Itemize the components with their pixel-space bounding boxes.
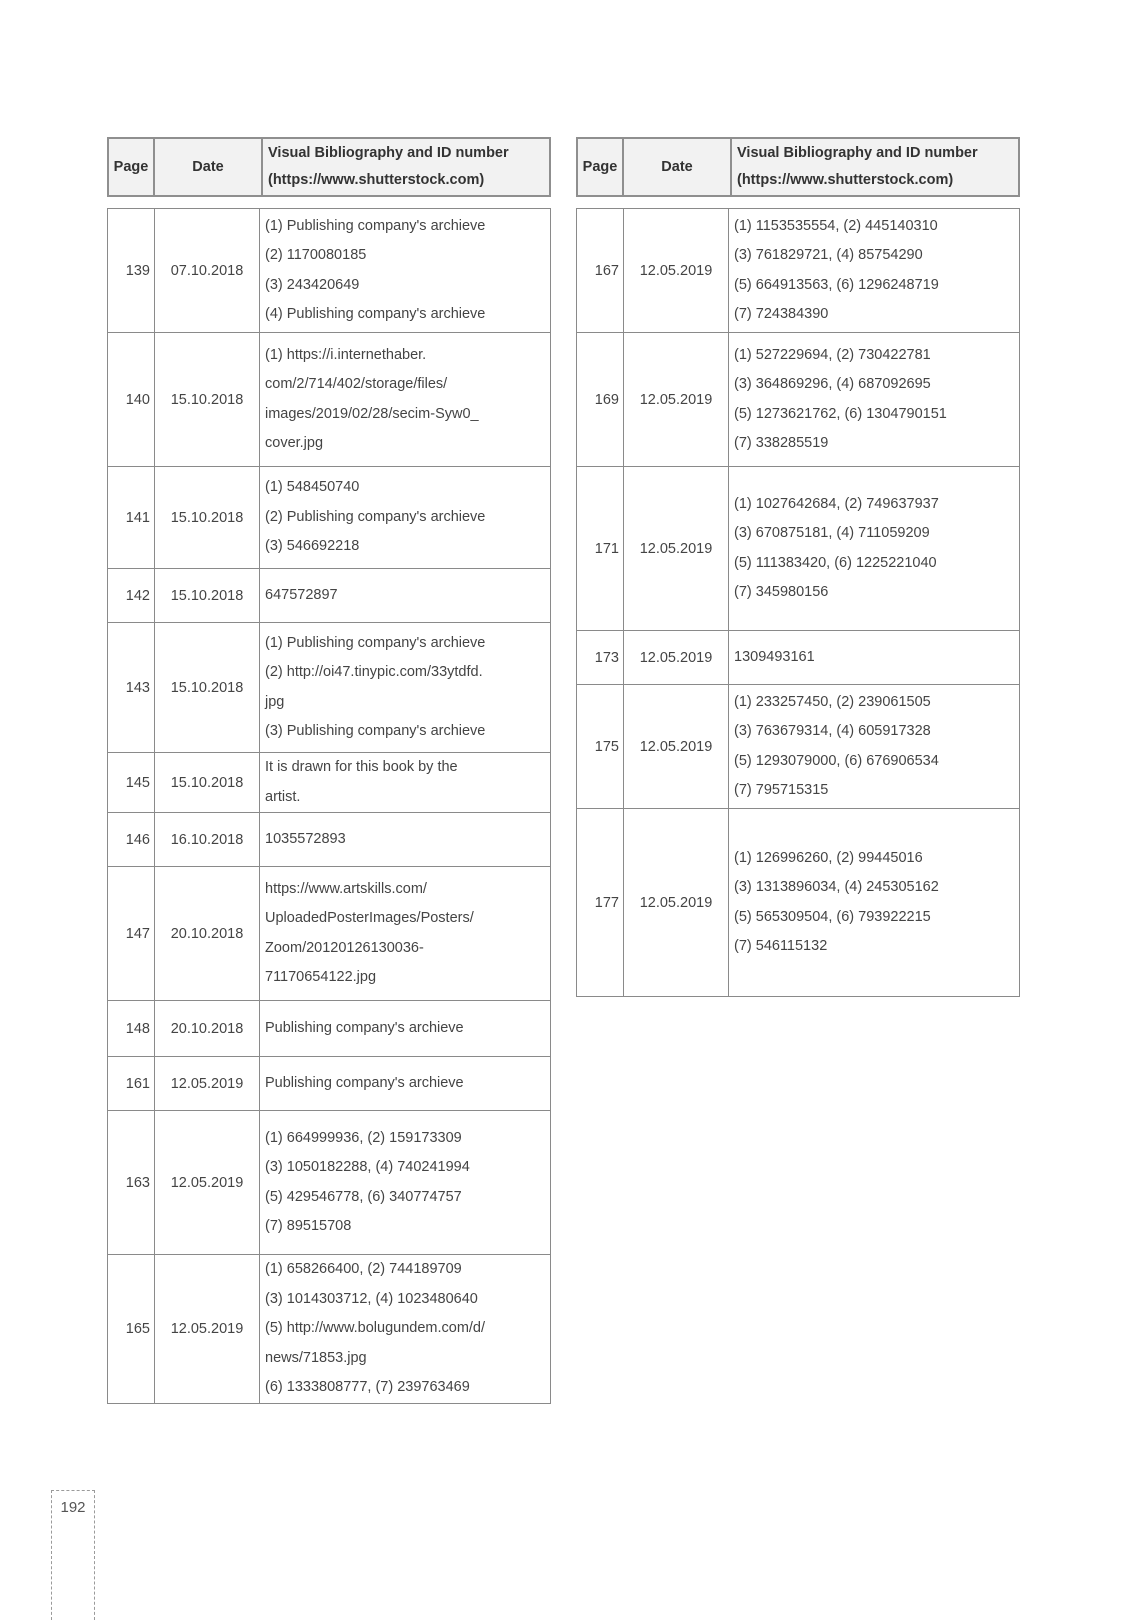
table-row <box>108 209 551 333</box>
cell-date: 07.10.2018 <box>155 209 260 333</box>
cell-bibliography <box>729 809 1020 997</box>
left-bibliography-table <box>107 208 551 1404</box>
cell-bibliography <box>260 623 551 753</box>
bibliography-line: 647572897 <box>265 586 338 603</box>
cell-page: 163 <box>108 1111 155 1255</box>
bibliography-line: (3) 243420649 <box>265 276 360 293</box>
bibliography-line: (1) Publishing company's archieve <box>265 217 486 234</box>
cell-page: 148 <box>108 1001 155 1057</box>
cell-date: 15.10.2018 <box>155 753 260 813</box>
bibliography-line: (3) 670875181, (4) 711059209 <box>734 525 930 541</box>
table-row <box>577 209 1020 333</box>
cell-page: 165 <box>108 1255 155 1404</box>
cell-bibliography <box>260 333 551 467</box>
table-row <box>108 467 551 569</box>
bibliography-line: (3) 1014303712, (4) 1023480640 <box>265 1290 478 1307</box>
bibliography-line: (7) 795715315 <box>734 782 829 798</box>
cell-page: 147 <box>108 867 155 1001</box>
cell-date: 12.05.2019 <box>624 467 729 631</box>
bibliography-line: (7) 345980156 <box>734 584 829 600</box>
cell-page: 141 <box>108 467 155 569</box>
bibliography-line: (1) 664999936, (2) 159173309 <box>265 1129 462 1146</box>
cell-date: 16.10.2018 <box>155 813 260 867</box>
cell-bibliography <box>260 569 551 623</box>
table-row <box>577 631 1020 685</box>
cell-bibliography <box>729 209 1020 333</box>
table-row <box>108 1001 551 1057</box>
cell-bibliography <box>729 631 1020 685</box>
right-table-header <box>576 137 1020 197</box>
right-bibliography-table <box>576 208 1020 997</box>
table-row <box>108 569 551 623</box>
left-table-header <box>107 137 551 197</box>
bibliography-line: (1) Publishing company's archieve <box>265 634 486 651</box>
cell-bibliography <box>260 1111 551 1255</box>
bibliography-line: Publishing company's archieve <box>265 1074 464 1091</box>
bibliography-line: (3) 1313896034, (4) 245305162 <box>734 879 939 895</box>
bibliography-line: (1) 548450740 <box>265 479 360 496</box>
cell-bibliography <box>260 1255 551 1404</box>
bibliography-line: jpg <box>265 693 285 710</box>
bibliography-line: Zoom/20120126130036- <box>265 939 424 956</box>
bibliography-line: (5) 664913563, (6) 1296248719 <box>734 276 939 293</box>
bibliography-line: (7) 338285519 <box>734 435 829 451</box>
bibliography-line: It is drawn for this book by the <box>265 759 458 775</box>
bibliography-line: (2) http://oi47.tinypic.com/33ytdfd. <box>265 664 483 680</box>
table-row <box>108 623 551 753</box>
bibliography-line: (7) 724384390 <box>734 306 829 322</box>
bibliography-line: (1) 1027642684, (2) 749637937 <box>734 495 939 512</box>
bibliography-line: (4) Publishing company's archieve <box>265 306 486 322</box>
header-bib-line1: Visual Bibliography and ID number <box>268 145 509 161</box>
cell-bibliography <box>260 813 551 867</box>
table-row <box>577 685 1020 809</box>
cell-page: 140 <box>108 333 155 467</box>
bibliography-line: UploadedPosterImages/Posters/ <box>265 910 474 926</box>
cell-date: 12.05.2019 <box>624 809 729 997</box>
cell-date: 20.10.2018 <box>155 867 260 1001</box>
page-number-text: 192 <box>60 1499 86 1516</box>
table-row <box>577 467 1020 631</box>
cell-page: 142 <box>108 569 155 623</box>
bibliography-line: 1309493161 <box>734 648 815 665</box>
bibliography-line: (1) 527229694, (2) 730422781 <box>734 346 931 363</box>
cell-bibliography <box>260 1057 551 1111</box>
bibliography-line: (3) 763679314, (4) 605917328 <box>734 723 931 739</box>
cell-bibliography <box>260 753 551 813</box>
bibliography-line: (5) 111383420, (6) 1225221040 <box>734 554 937 571</box>
bibliography-line: (3) Publishing company's archieve <box>265 723 486 739</box>
bibliography-line: (5) 429546778, (6) 340774757 <box>265 1188 462 1205</box>
header-page: Page <box>577 138 623 196</box>
cell-bibliography <box>260 867 551 1001</box>
cell-date: 12.05.2019 <box>624 333 729 467</box>
cell-page: 177 <box>577 809 624 997</box>
table-row <box>108 753 551 813</box>
cell-date: 12.05.2019 <box>155 1057 260 1111</box>
header-date: Date <box>623 138 731 196</box>
bibliography-line: (5) 1293079000, (6) 676906534 <box>734 752 939 769</box>
cell-page: 139 <box>108 209 155 333</box>
bibliography-line: (5) 565309504, (6) 793922215 <box>734 908 931 925</box>
header-page: Page <box>108 138 154 196</box>
bibliography-line: images/2019/02/28/secim-Syw0_ <box>265 405 479 422</box>
header-bib-line2: (https://www.shutterstock.com) <box>268 172 485 188</box>
cell-page: 143 <box>108 623 155 753</box>
bibliography-line: (3) 364869296, (4) 687092695 <box>734 376 931 392</box>
cell-page: 167 <box>577 209 624 333</box>
page-number <box>51 1490 95 1620</box>
cell-date: 12.05.2019 <box>155 1255 260 1404</box>
cell-date: 20.10.2018 <box>155 1001 260 1057</box>
header-date: Date <box>154 138 262 196</box>
bibliography-line: (1) 233257450, (2) 239061505 <box>734 693 931 710</box>
cell-bibliography <box>729 685 1020 809</box>
bibliography-line: news/71853.jpg <box>265 1349 367 1366</box>
bibliography-line: (1) 1153535554, (2) 445140310 <box>734 217 938 234</box>
cell-date: 15.10.2018 <box>155 333 260 467</box>
bibliography-line: cover.jpg <box>265 435 324 451</box>
bibliography-line: (3) 761829721, (4) 85754290 <box>734 247 923 263</box>
bibliography-line: (2) Publishing company's archieve <box>265 508 486 525</box>
table-row <box>108 813 551 867</box>
bibliography-line: 71170654122.jpg <box>265 969 377 985</box>
cell-bibliography <box>729 333 1020 467</box>
bibliography-line: (3) 1050182288, (4) 740241994 <box>265 1159 470 1175</box>
cell-bibliography <box>260 209 551 333</box>
bibliography-line: (5) http://www.bolugundem.com/d/ <box>265 1320 486 1336</box>
table-row <box>108 1255 551 1404</box>
bibliography-line: (7) 89515708 <box>265 1218 352 1234</box>
cell-page: 161 <box>108 1057 155 1111</box>
bibliography-line: (5) 1273621762, (6) 1304790151 <box>734 405 947 422</box>
cell-date: 15.10.2018 <box>155 569 260 623</box>
cell-date: 12.05.2019 <box>624 209 729 333</box>
bibliography-line: (3) 546692218 <box>265 538 360 555</box>
header-bib-line2: (https://www.shutterstock.com) <box>737 172 954 188</box>
bibliography-line: (1) 126996260, (2) 99445016 <box>734 849 923 866</box>
header-bib-line1: Visual Bibliography and ID number <box>737 145 978 161</box>
cell-page: 175 <box>577 685 624 809</box>
cell-date: 12.05.2019 <box>624 685 729 809</box>
table-row <box>577 809 1020 997</box>
bibliography-line: (7) 546115132 <box>734 938 828 954</box>
cell-page: 145 <box>108 753 155 813</box>
cell-date: 12.05.2019 <box>155 1111 260 1255</box>
header-bibliography <box>262 138 550 196</box>
bibliography-line: 1035572893 <box>265 830 346 847</box>
table-row <box>108 1111 551 1255</box>
bibliography-line: (2) 1170080185 <box>265 247 367 263</box>
table-row <box>108 333 551 467</box>
table-row <box>577 333 1020 467</box>
cell-bibliography <box>729 467 1020 631</box>
bibliography-line: (6) 1333808777, (7) 239763469 <box>265 1379 470 1395</box>
bibliography-line: (1) 658266400, (2) 744189709 <box>265 1261 462 1277</box>
cell-page: 173 <box>577 631 624 685</box>
cell-page: 169 <box>577 333 624 467</box>
bibliography-line: Publishing company's archieve <box>265 1019 464 1036</box>
bibliography-line: https://www.artskills.com/ <box>265 880 427 897</box>
table-row <box>108 867 551 1001</box>
cell-date: 15.10.2018 <box>155 467 260 569</box>
table-row <box>108 1057 551 1111</box>
bibliography-line: artist. <box>265 788 301 805</box>
bibliography-line: com/2/714/402/storage/files/ <box>265 376 448 392</box>
cell-page: 146 <box>108 813 155 867</box>
cell-page: 171 <box>577 467 624 631</box>
bibliography-line: (1) https://i.internethaber. <box>265 346 427 363</box>
cell-bibliography <box>260 1001 551 1057</box>
cell-date: 12.05.2019 <box>624 631 729 685</box>
cell-date: 15.10.2018 <box>155 623 260 753</box>
cell-bibliography <box>260 467 551 569</box>
header-bibliography <box>731 138 1019 196</box>
